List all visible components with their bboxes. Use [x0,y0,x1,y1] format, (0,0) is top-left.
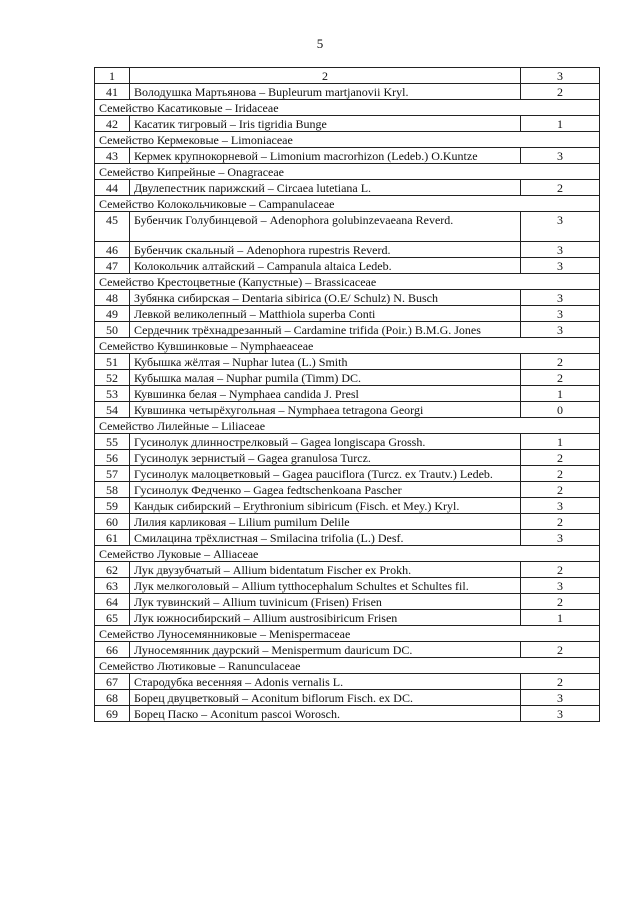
species-name: Двулепестник парижский – Circaea lutetiana L. [130,180,521,196]
family-row [95,626,600,642]
rarity-category: 1 [521,434,600,450]
species-name: Кубышка жёлтая – Nuphar lutea (L.) Smith [130,354,521,370]
header-col-1: 1 [95,68,130,84]
family-name: Семейство Касатиковые – Iridaceae [95,100,600,116]
species-name: Кермек крупнокорневой – Limonium macrorhizon (Ledeb.) O.Kuntze [130,148,521,164]
family-row [95,546,600,562]
family-name: Семейство Кипрейные – Onagraceae [95,164,600,180]
species-number: 66 [95,642,130,658]
family-row [95,658,600,674]
family-row [95,196,600,212]
species-number: 52 [95,370,130,386]
species-row [95,354,600,370]
family-name: Семейство Кувшинковые – Nymphaeaceae [95,338,600,354]
species-name: Гусинолук Федченко – Gagea fedtschenkoana Pascher [130,482,521,498]
species-name: Кандык сибирский – Erythronium sibiricum (Fisch. et Mey.) Kryl. [130,498,521,514]
species-row [95,306,600,322]
species-name: Бубенчик скальный – Adenophora rupestris Reverd. [130,242,521,258]
species-row [95,402,600,418]
species-number: 49 [95,306,130,322]
family-name: Семейство Лютиковые – Ranunculaceae [95,658,600,674]
species-table-body [95,68,600,722]
family-row [95,164,600,180]
species-number: 61 [95,530,130,546]
species-name: Гусинолук длиннострелковый – Gagea longiscapa Grossh. [130,434,521,450]
species-number: 41 [95,84,130,100]
rarity-category: 3 [521,212,600,242]
species-number: 60 [95,514,130,530]
species-row [95,690,600,706]
species-name: Кубышка малая – Nuphar pumila (Timm) DC. [130,370,521,386]
species-number: 42 [95,116,130,132]
rarity-category: 3 [521,706,600,722]
header-col-2: 2 [130,68,521,84]
family-row [95,418,600,434]
rarity-category: 3 [521,258,600,274]
species-number: 69 [95,706,130,722]
species-row [95,84,600,100]
species-name: Гусинолук зернистый – Gagea granulosa Turcz. [130,450,521,466]
species-name: Колокольчик алтайский – Campanula altaica Ledeb. [130,258,521,274]
species-name: Луносемянник даурский – Menispermum dauricum DC. [130,642,521,658]
rarity-category: 3 [521,290,600,306]
rarity-category: 3 [521,242,600,258]
species-number: 62 [95,562,130,578]
species-number: 63 [95,578,130,594]
family-row [95,338,600,354]
species-name: Борец Паско – Aconitum pascoi Worosch. [130,706,521,722]
species-row [95,290,600,306]
rarity-category: 3 [521,498,600,514]
family-name: Семейство Кермековые – Limoniaceae [95,132,600,148]
species-row [95,482,600,498]
species-row [95,562,600,578]
rarity-category: 2 [521,84,600,100]
species-name: Лук двузубчатый – Allium bidentatum Fischer ex Prokh. [130,562,521,578]
rarity-category: 1 [521,610,600,626]
species-name: Касатик тигровый – Iris tigridia Bunge [130,116,521,132]
header-col-3: 3 [521,68,600,84]
family-row [95,274,600,290]
species-name: Кувшинка четырёхугольная – Nymphaea tetragona Georgi [130,402,521,418]
rarity-category: 2 [521,562,600,578]
species-row [95,212,600,242]
species-number: 54 [95,402,130,418]
species-number: 51 [95,354,130,370]
species-row [95,242,600,258]
rarity-category: 2 [521,594,600,610]
family-name: Семейство Крестоцветные (Капустные) – Brassicaceae [95,274,600,290]
species-name: Зубянка сибирская – Dentaria sibirica (O.E/ Schulz) N. Busch [130,290,521,306]
species-name: Сердечник трёхнадрезанный – Cardamine trifida (Poir.) B.M.G. Jones [130,322,521,338]
species-number: 59 [95,498,130,514]
rarity-category: 2 [521,466,600,482]
species-number: 48 [95,290,130,306]
species-number: 55 [95,434,130,450]
rarity-category: 3 [521,322,600,338]
species-row [95,706,600,722]
page-number: 5 [316,36,324,51]
species-name: Лилия карликовая – Lilium pumilum Delile [130,514,521,530]
family-name: Семейство Лилейные – Liliaceae [95,418,600,434]
family-name: Семейство Колокольчиковые – Campanulaceae [95,196,600,212]
species-number: 65 [95,610,130,626]
species-row [95,258,600,274]
rarity-category: 1 [521,116,600,132]
rarity-category: 0 [521,402,600,418]
species-row [95,434,600,450]
species-name: Гусинолук малоцветковый – Gagea pauciflora (Turcz. ex Trautv.) Ledeb. [130,466,521,482]
family-row [95,100,600,116]
rarity-category: 3 [521,530,600,546]
rarity-category: 1 [521,386,600,402]
species-number: 46 [95,242,130,258]
species-name: Кувшинка белая – Nymphaea candida J. Presl [130,386,521,402]
species-row [95,466,600,482]
species-name: Стародубка весенняя – Adonis vernalis L. [130,674,521,690]
species-row [95,578,600,594]
rarity-category: 2 [521,450,600,466]
rarity-category: 2 [521,180,600,196]
rarity-category: 3 [521,148,600,164]
species-number: 53 [95,386,130,402]
species-name: Володушка Мартьянова – Bupleurum martjanovii Kryl. [130,84,521,100]
species-row [95,180,600,196]
species-name: Левкой великолепный – Matthiola superba Conti [130,306,521,322]
species-row [95,386,600,402]
species-row [95,610,600,626]
species-row [95,514,600,530]
species-row [95,148,600,164]
rarity-category: 2 [521,354,600,370]
species-number: 44 [95,180,130,196]
rarity-category: 3 [521,578,600,594]
species-row [95,530,600,546]
species-number: 68 [95,690,130,706]
species-row [95,642,600,658]
species-table [94,67,600,722]
rarity-category: 3 [521,690,600,706]
species-number: 45 [95,212,130,242]
species-number: 56 [95,450,130,466]
species-number: 43 [95,148,130,164]
family-name: Семейство Луносемянниковые – Menispermaceae [95,626,600,642]
species-row [95,450,600,466]
species-row [95,322,600,338]
rarity-category: 2 [521,674,600,690]
rarity-category: 2 [521,642,600,658]
species-name: Лук мелкоголовый – Allium tytthocephalum Schultes et Schultes fil. [130,578,521,594]
rarity-category: 2 [521,514,600,530]
rarity-category: 3 [521,306,600,322]
species-number: 67 [95,674,130,690]
species-number: 47 [95,258,130,274]
species-name: Смилацина трёхлистная – Smilacina trifolia (L.) Desf. [130,530,521,546]
species-name: Лук тувинский – Allium tuvinicum (Frisen) Frisen [130,594,521,610]
family-name: Семейство Луковые – Alliaceae [95,546,600,562]
species-name: Лук южносибирский – Allium austrosibiricum Frisen [130,610,521,626]
species-name: Борец двуцветковый – Aconitum biflorum Fisch. ex DC. [130,690,521,706]
family-row [95,132,600,148]
rarity-category: 2 [521,370,600,386]
species-number: 57 [95,466,130,482]
species-name: Бубенчик Голубинцевой – Adenophora golubinzevaeana Reverd. [130,212,521,242]
table-header-row [95,68,600,84]
rarity-category: 2 [521,482,600,498]
species-row [95,370,600,386]
species-row [95,498,600,514]
species-row [95,116,600,132]
species-number: 58 [95,482,130,498]
species-row [95,674,600,690]
species-row [95,594,600,610]
species-number: 64 [95,594,130,610]
species-number: 50 [95,322,130,338]
